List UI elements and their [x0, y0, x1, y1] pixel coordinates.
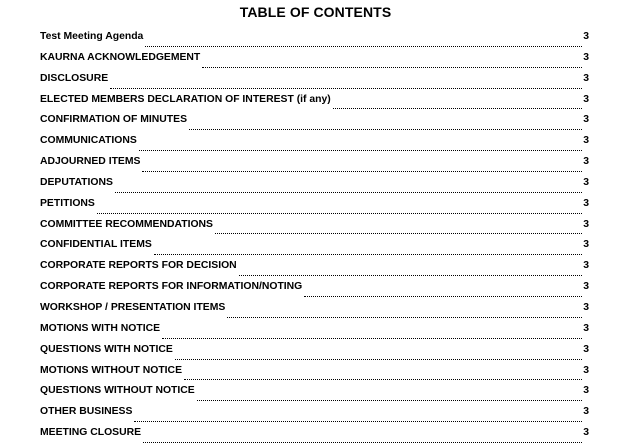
- toc-entry-confidential-items[interactable]: [40, 239, 589, 260]
- toc-entry-page-number: 3: [583, 364, 589, 376]
- toc-entry-motions-without-notice[interactable]: [40, 365, 589, 386]
- toc-entry-page-number: 3: [583, 260, 589, 272]
- dot-leader: [143, 442, 582, 443]
- toc-entry-label: QUESTIONS WITHOUT NOTICE: [40, 385, 195, 397]
- toc-entry-label: CONFIDENTIAL ITEMS: [40, 239, 152, 251]
- toc-entry-page-number: 3: [583, 301, 589, 313]
- toc-entry-petitions[interactable]: [40, 198, 589, 219]
- toc-entry-page-number: 3: [583, 218, 589, 230]
- toc-entry-questions-with-notice[interactable]: [40, 344, 589, 365]
- toc-entry-label: COMMITTEE RECOMMENDATIONS: [40, 218, 213, 230]
- dot-leader: [115, 192, 582, 193]
- toc-entry-deputations[interactable]: [40, 177, 589, 198]
- toc-entry-page-number: 3: [583, 427, 589, 439]
- toc-entry-motions-with-notice[interactable]: [40, 323, 589, 344]
- dot-leader: [304, 296, 582, 297]
- dot-leader: [134, 421, 582, 422]
- toc-entry-page-number: 3: [583, 114, 589, 126]
- dot-leader: [189, 129, 582, 130]
- toc-entry-committee-recommendations[interactable]: [40, 219, 589, 240]
- toc-list: [40, 31, 589, 448]
- toc-entry-page-number: 3: [583, 281, 589, 293]
- toc-entry-label: KAURNA ACKNOWLEDGEMENT: [40, 51, 201, 63]
- dot-leader: [202, 67, 582, 68]
- toc-entry-label: Test Meeting Agenda: [40, 31, 144, 42]
- toc-entry-page-number: 3: [583, 51, 589, 63]
- dot-leader: [197, 400, 583, 401]
- dot-leader: [162, 338, 582, 339]
- toc-entry-label: MEETING CLOSURE: [40, 427, 142, 439]
- toc-entry-corporate-reports-for-decision[interactable]: [40, 260, 589, 281]
- toc-entry-page-number: 3: [583, 31, 589, 42]
- toc-entry-page-number: 3: [583, 176, 589, 188]
- page-title: TABLE OF CONTENTS: [239, 4, 392, 20]
- toc-entry-meeting-closure[interactable]: [40, 427, 589, 448]
- toc-entry-page-number: 3: [583, 72, 589, 84]
- toc-entry-confirmation-of-minutes[interactable]: [40, 114, 589, 135]
- toc-entry-label: ADJOURNED ITEMS: [40, 156, 141, 168]
- toc-entry-label: MOTIONS WITHOUT NOTICE: [40, 364, 182, 376]
- toc-entry-label: CORPORATE REPORTS FOR DECISION: [40, 260, 237, 272]
- toc-entry-label: OTHER BUSINESS: [40, 406, 133, 418]
- toc-entry-page-number: 3: [583, 135, 589, 147]
- dot-leader: [333, 108, 582, 109]
- toc-entry-declaration-of-interest[interactable]: [40, 94, 589, 115]
- toc-entry-label: CONFIRMATION OF MINUTES: [40, 114, 187, 126]
- toc-entry-label: ELECTED MEMBERS DECLARATION OF INTEREST (if any): [40, 93, 331, 105]
- toc-entry-label: QUESTIONS WITH NOTICE: [40, 343, 173, 355]
- toc-entry-label: PETITIONS: [40, 197, 95, 209]
- dot-leader: [175, 359, 582, 360]
- toc-entry-communications[interactable]: [40, 135, 589, 156]
- dot-leader: [139, 150, 582, 151]
- dot-leader: [184, 379, 582, 380]
- toc-entry-disclosure[interactable]: [40, 73, 589, 94]
- dot-leader: [154, 254, 582, 255]
- dot-leader: [97, 213, 582, 214]
- toc-entry-page-number: 3: [583, 343, 589, 355]
- dot-leader: [227, 317, 582, 318]
- toc-entry-adjourned-items[interactable]: [40, 156, 589, 177]
- dot-leader: [215, 233, 582, 234]
- toc-entry-label: COMMUNICATIONS: [40, 135, 137, 147]
- dot-leader: [110, 88, 582, 89]
- toc-entry-test-meeting-agenda[interactable]: [40, 31, 589, 52]
- dot-leader: [239, 275, 583, 276]
- toc-entry-label: WORKSHOP / PRESENTATION ITEMS: [40, 301, 226, 313]
- dot-leader: [142, 171, 582, 172]
- toc-entry-page-number: 3: [583, 385, 589, 397]
- toc-entry-page-number: 3: [583, 406, 589, 418]
- toc-entry-label: DEPUTATIONS: [40, 176, 113, 188]
- toc-entry-label: MOTIONS WITH NOTICE: [40, 322, 161, 334]
- toc-entry-page-number: 3: [583, 156, 589, 168]
- dot-leader: [145, 46, 582, 47]
- toc-entry-label: DISCLOSURE: [40, 72, 109, 84]
- toc-entry-kaurna-acknowledgement[interactable]: [40, 52, 589, 73]
- toc-entry-questions-without-notice[interactable]: [40, 385, 589, 406]
- toc-entry-workshop-presentation-items[interactable]: [40, 302, 589, 323]
- toc-entry-label: CORPORATE REPORTS FOR INFORMATION/NOTING: [40, 281, 303, 293]
- toc-entry-other-business[interactable]: [40, 406, 589, 427]
- toc-entry-page-number: 3: [583, 322, 589, 334]
- toc-entry-page-number: 3: [583, 239, 589, 251]
- toc-entry-corporate-reports-for-information[interactable]: [40, 281, 589, 302]
- toc-entry-page-number: 3: [583, 93, 589, 105]
- toc-entry-page-number: 3: [583, 197, 589, 209]
